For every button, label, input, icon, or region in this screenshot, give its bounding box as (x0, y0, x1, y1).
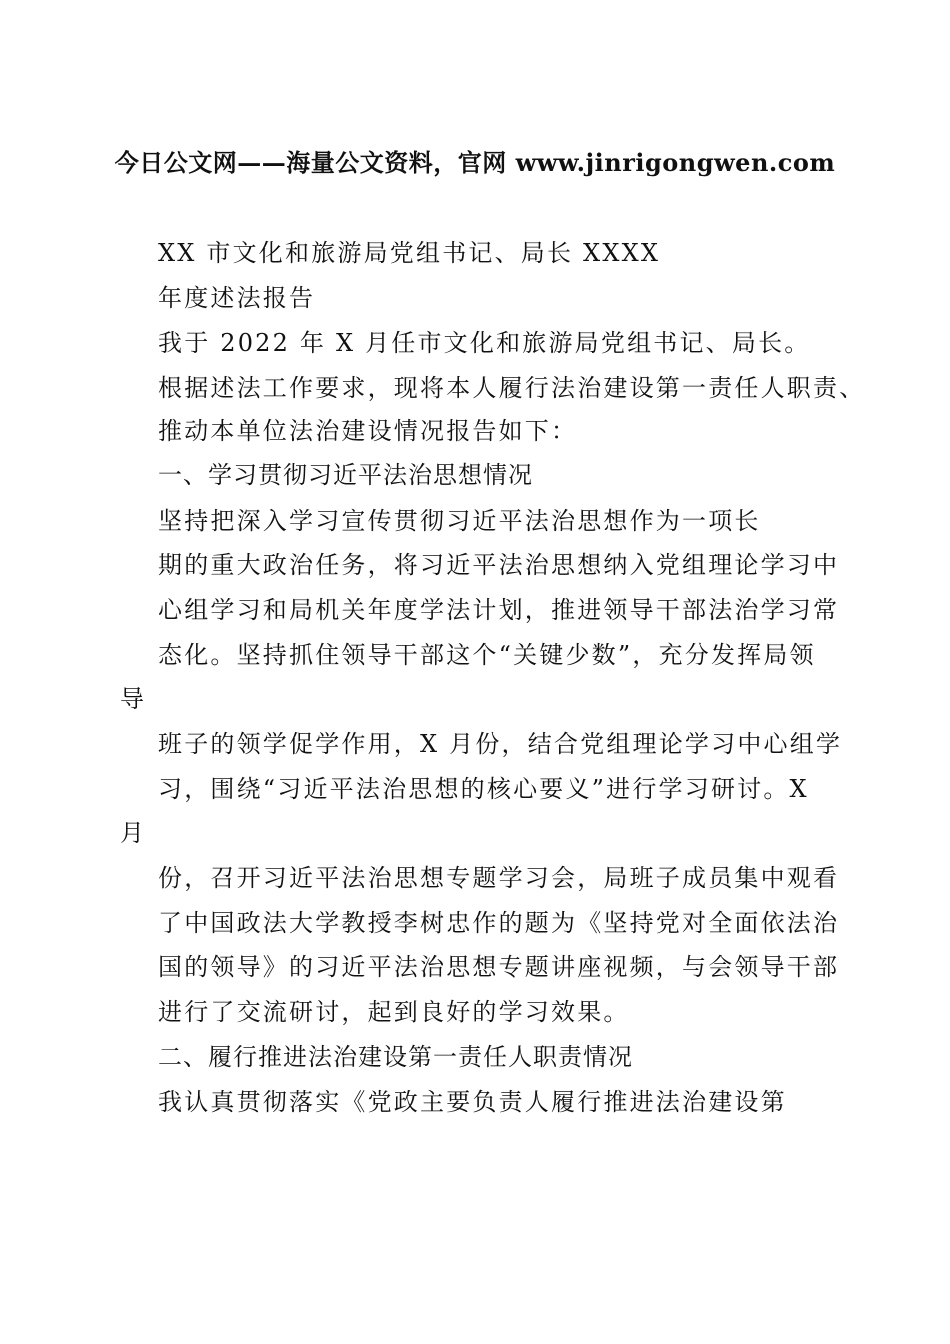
paragraph-line: 根据述法工作要求，现将本人履行法治建设第一责任人职责、 (158, 374, 866, 402)
doc-title-line-2: 年度述法报告 (158, 284, 316, 312)
paragraph-line: 我于 2022 年 X 月任市文化和旅游局党组书记、局长。 (158, 329, 811, 357)
section-heading-1: 一、学习贯彻习近平法治思想情况 (158, 461, 533, 489)
doc-title-line-1: XX 市文化和旅游局党组书记、局长 XXXX (158, 239, 661, 267)
site-banner: 今日公文网——海量公文资料，官网 www.jinrigongwen.com (114, 148, 836, 177)
section-heading-2: 二、履行推进法治建设第一责任人职责情况 (158, 1043, 633, 1071)
paragraph-line: 导 (120, 685, 147, 713)
paragraph-line: 了中国政法大学教授李树忠作的题为《坚持党对全面依法治 (158, 909, 840, 937)
paragraph-line: 班子的领学促学作用，X 月份，结合党组理论学习中心组学 (158, 730, 843, 758)
paragraph-line: 坚持把深入学习宣传贯彻习近平法治思想作为一项长 (158, 507, 761, 535)
paragraph-line: 进行了交流研讨，起到良好的学习效果。 (158, 998, 630, 1026)
paragraph-line: 心组学习和局机关年度学法计划，推进领导干部法治学习常 (158, 596, 840, 624)
paragraph-line: 推动本单位法治建设情况报告如下： (158, 417, 578, 445)
paragraph-line: 月 (120, 819, 147, 847)
paragraph-line: 习，围绕“习近平法治思想的核心要义”进行学习研讨。X (158, 775, 809, 803)
paragraph-line: 份，召开习近平法治思想专题学习会，局班子成员集中观看 (158, 864, 840, 892)
paragraph-line: 国的领导》的习近平法治思想专题讲座视频，与会领导干部 (158, 953, 840, 981)
paragraph-line: 态化。坚持抓住领导干部这个“关键少数”，充分发挥局领 (158, 641, 816, 669)
paragraph-line: 我认真贯彻落实《党政主要负责人履行推进法治建设第 (158, 1088, 787, 1116)
paragraph-line: 期的重大政治任务，将习近平法治思想纳入党组理论学习中 (158, 551, 840, 579)
